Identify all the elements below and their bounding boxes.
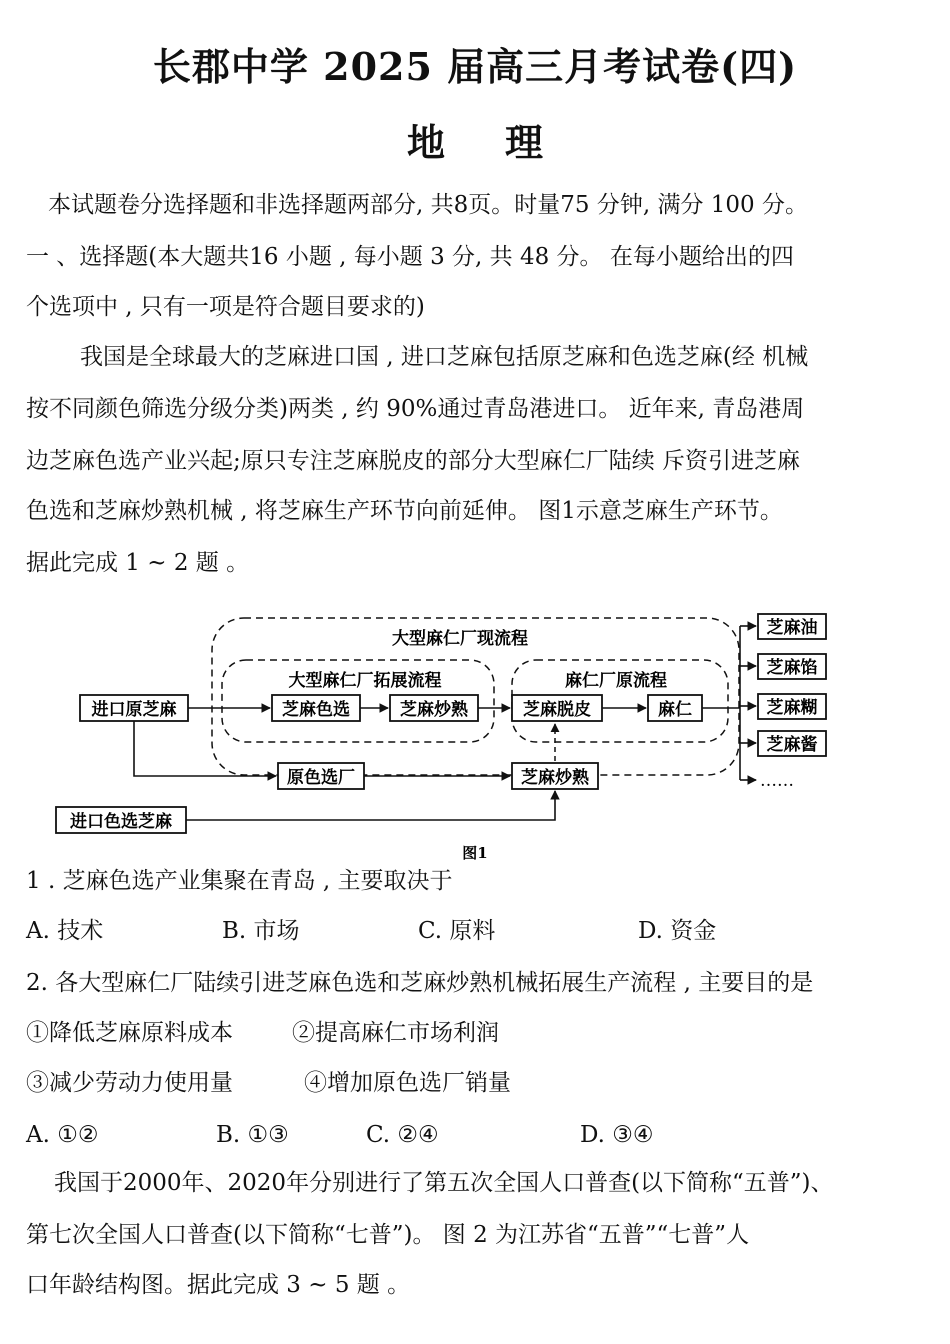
node-color-select: [272, 695, 360, 721]
q2-item-1: ①降低芝麻原料成本: [26, 1020, 233, 1046]
intro-text: 本试题卷分选择题和非选择题两部分, 共8页。时量75 分钟, 满分 100 分。: [48, 192, 808, 218]
passage2-line: 我国于2000年、2020年分别进行了第五次全国人口普查(以下简称“五普”)、: [54, 1170, 834, 1196]
outer-process-label: 大型麻仁厂现流程: [392, 629, 528, 649]
product-paste: [758, 694, 826, 719]
node-dehull: [512, 695, 602, 721]
svg-text:芝麻炒熟: 芝麻炒熟: [521, 768, 589, 788]
svg-text:芝麻油: 芝麻油: [766, 618, 818, 638]
q1-option-a[interactable]: A. 技术: [26, 918, 104, 944]
q2-option-c[interactable]: C. ②④: [366, 1122, 439, 1148]
q2-item-3: ③减少劳动力使用量: [26, 1070, 233, 1096]
q2-option-a[interactable]: A. ①②: [26, 1122, 99, 1148]
product-oil: [758, 614, 826, 639]
node-import-raw: [80, 695, 188, 721]
product-more: ……: [760, 771, 794, 791]
passage1-line: 边芝麻色选产业兴起;原只专注芝麻脱皮的部分大型麻仁厂陆续 斥资引进芝麻: [26, 448, 801, 474]
original-process-label: 麻仁厂原流程: [565, 671, 667, 691]
figure1-caption: 图1: [462, 844, 488, 862]
passage1-line: 色选和芝麻炒熟机械 , 将芝麻生产环节向前延伸。 图1示意芝麻生产环节。: [26, 498, 783, 524]
q2-item-2: ②提高麻仁市场利润: [292, 1020, 499, 1046]
q2-option-b[interactable]: B. ①③: [216, 1122, 289, 1148]
section-heading-cont: 个选项中 , 只有一项是符合题目要求的): [26, 294, 425, 320]
svg-text:芝麻酱: 芝麻酱: [766, 735, 818, 755]
svg-text:麻仁: 麻仁: [658, 700, 692, 720]
subject-title: 地理: [406, 120, 603, 165]
q1-stem: 1 . 芝麻色选产业集聚在青岛 , 主要取决于: [26, 868, 453, 894]
svg-text:芝麻炒熟: 芝麻炒熟: [400, 700, 468, 720]
svg-text:进口原芝麻: 进口原芝麻: [91, 700, 177, 720]
figure1-diagram: [0, 600, 950, 880]
svg-text:芝麻色选: 芝麻色选: [282, 700, 350, 720]
q2-item-4: ④增加原色选厂销量: [304, 1070, 511, 1096]
exam-title: 长郡中学 2025 届高三月考试卷(四): [152, 44, 798, 89]
node-roast-2: [512, 763, 598, 789]
passage1-line: 按不同颜色筛选分级分类)两类 , 约 90%通过青岛港进口。 近年来, 青岛港周: [26, 396, 805, 422]
q2-option-d[interactable]: D. ③④: [580, 1122, 654, 1148]
passage2-line: 第七次全国人口普查(以下简称“七普”)。 图 2 为江苏省“五普”“七普”人: [26, 1222, 750, 1248]
q1-option-c[interactable]: C. 原料: [418, 918, 496, 944]
q1-option-b[interactable]: B. 市场: [222, 918, 300, 944]
q1-option-d[interactable]: D. 资金: [638, 918, 717, 944]
node-import-selected: [56, 807, 186, 833]
svg-text:进口色选芝麻: 进口色选芝麻: [70, 812, 172, 832]
passage1-line: 我国是全球最大的芝麻进口国 , 进口芝麻包括原芝麻和色选芝麻(经 机械: [80, 344, 809, 370]
expand-process-label: 大型麻仁厂拓展流程: [288, 671, 442, 691]
svg-text:芝麻糊: 芝麻糊: [766, 698, 818, 718]
svg-text:芝麻馅: 芝麻馅: [766, 658, 818, 678]
passage1-line: 据此完成 1 ~ 2 题 。: [26, 550, 250, 576]
node-orig-select-plant: [278, 763, 364, 789]
svg-text:芝麻脱皮: 芝麻脱皮: [523, 700, 591, 720]
section-heading: 一 、选择题(本大题共16 小题 , 每小题 3 分, 共 48 分。 在每小题给出的四: [26, 244, 794, 270]
node-roast-1: [390, 695, 478, 721]
node-kernel: [648, 695, 702, 721]
product-sauce: [758, 731, 826, 756]
q2-stem: 2. 各大型麻仁厂陆续引进芝麻色选和芝麻炒熟机械拓展生产流程 , 主要目的是: [26, 970, 814, 996]
passage2-line: 口年龄结构图。据此完成 3 ~ 5 题 。: [26, 1272, 411, 1298]
svg-text:原色选厂: 原色选厂: [287, 768, 355, 788]
product-filling: [758, 654, 826, 679]
